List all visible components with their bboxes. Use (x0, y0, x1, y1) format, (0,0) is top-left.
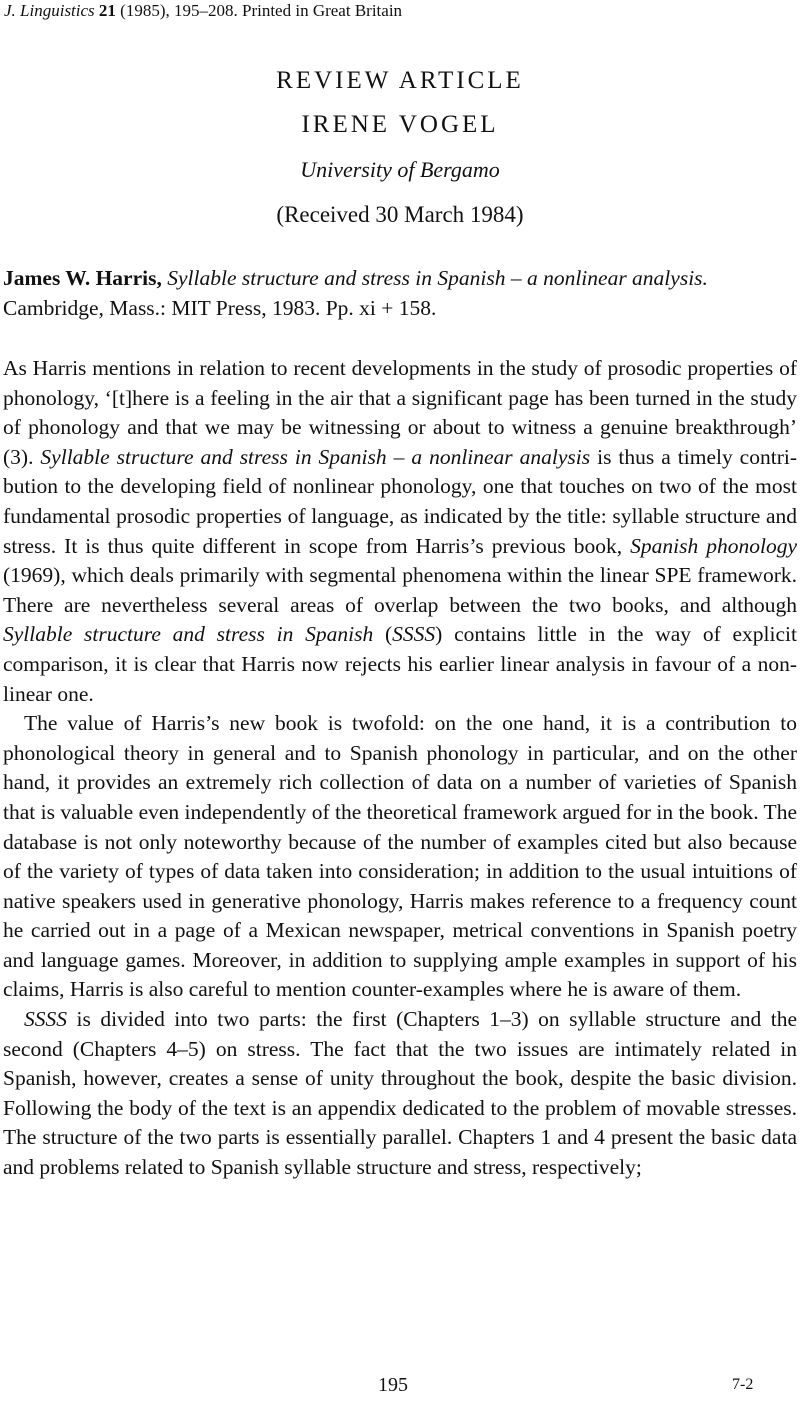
running-head (4, 0, 402, 22)
p1-book-title-short: Syllable structure and stress in Spanish (3, 622, 374, 647)
p1-text-e: ) contains little in the way of explicit comparison, it is clear that Harris now rejects his earlier linear analysis in favour of a non-linear one. (3, 622, 797, 706)
p3-abbreviation: SSSS (24, 1007, 67, 1032)
author-affiliation: University of Bergamo (300, 157, 500, 182)
citation-author: James W. Harris, (3, 266, 162, 290)
p1-book-title: Syllable structure and stress in Spanish – a nonlinear analysis (40, 444, 591, 469)
journal-volume: 21 (98, 1, 116, 20)
paragraph-1 (3, 354, 797, 709)
p1-text-c: (1969), which deals primarily with segmental phenomena within the linear SPE framework. There are nevertheless several areas of overlap between the two books, and although (3, 563, 797, 617)
received-date: (Received 30 March 1984) (276, 202, 524, 227)
p1-text-a: As Harris mentions in relation to recent developments in the study of prosodic properties of phonology, ‘[t]here is a feeling in the air that a significant page has been turned in the study of phonology and that we may be witnessing or about to witness a genuine breakthrough’ (3). (3, 356, 797, 469)
article-type: REVIEW ARTICLE (276, 67, 524, 94)
journal-name: J. Linguistics (4, 1, 95, 20)
article-body (3, 354, 797, 1183)
p3-text: is divided into two parts: the first (Chapters 1–3) on syllable structure and the second (Chapters 4–5) on stress. The fact that the two issues are intimately related in Spanish, however, creates a sense of unity throughout the book, despite the basic division. Following the body of the text is an appendix dedicated to the problem of movable stresses. The structure of the two parts is essentially parallel. Chapters 1 and 4 present the basic data and problems related to Spanish syllable structure and stress, respectively; (3, 1007, 797, 1180)
p1-text-d: ( (373, 622, 393, 647)
paragraph-3 (3, 1005, 797, 1183)
citation-publication: Cambridge, Mass.: MIT Press, 1983. Pp. xi + 158. (3, 295, 437, 320)
citation-title: Syllable structure and stress in Spanish – a nonlinear analysis. (167, 266, 708, 290)
book-citation (3, 264, 797, 323)
page-number: 195 (378, 1374, 408, 1396)
p1-text-b: is thus a timely contribution to the developing field of nonlinear phonology, one that touches on two of the most fundamental prosodic properties of language, as indicated by the title: syllable structure and stress. It is thus quite different in scope from Harris’s previous book, (3, 444, 798, 558)
p1-abbreviation: SSSS (392, 622, 436, 647)
signature-mark: 7-2 (732, 1376, 754, 1393)
p1-previous-book: Spanish phonology (630, 533, 797, 558)
journal-details: (1985), 195–208. Printed in Great Britain (115, 1, 403, 20)
paragraph-2: The value of Harris’s new book is twofold: on the one hand, it is a contribution to phonological theory in general and to Spanish phonology in particular, and on the other hand, it provides an extremely rich collection of data on a number of varieties of Spanish that is valuable even independently of the theoretical framework argued for in the book. The database is not only noteworthy because of the number of examples cited but also because of the variety of types of data taken into consideration; in addition to the usual intuitions of native speakers used in generative phonology, Harris makes reference to a frequency count he carried out in a page of a Mexican newspaper, metrical conventions in Spanish poetry and language games. Moreover, in addition to supplying ample examples in support of his claims, Harris is also careful to mention counter-examples where he is aware of them. (3, 711, 797, 1002)
author-name: IRENE VOGEL (301, 111, 499, 138)
